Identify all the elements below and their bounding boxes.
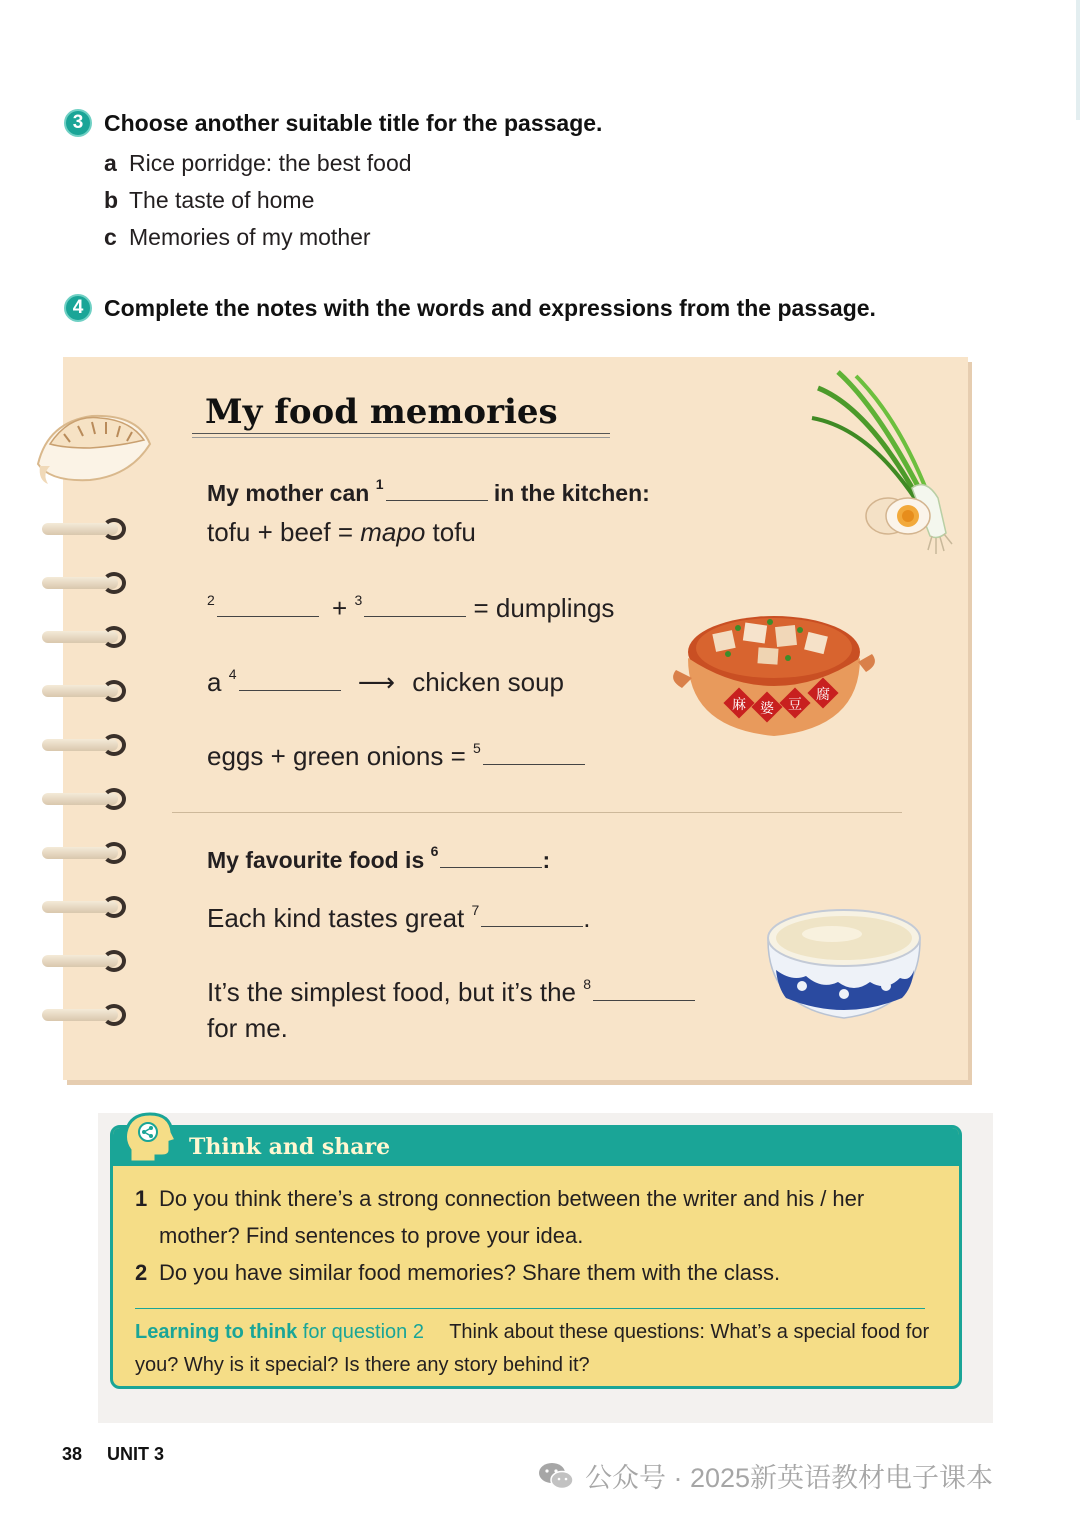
title-underline: [192, 437, 610, 438]
spiral-ring: [42, 894, 126, 920]
spiral-ring: [42, 948, 126, 974]
bowl-char-1: 麻: [732, 697, 746, 713]
option-b[interactable]: b The taste of home: [104, 187, 315, 213]
unit-label: UNIT 3: [107, 1444, 165, 1464]
spiral-ring: [42, 624, 126, 650]
blank-3[interactable]: [364, 595, 466, 617]
page-number: 38: [62, 1444, 83, 1464]
question-1-cont: mother? Find sentences to prove your idea.: [159, 1223, 584, 1248]
arrow-icon: ⟶: [357, 667, 396, 697]
blank-1[interactable]: [386, 479, 488, 501]
note-line-4: a $^4$ ⟶ chicken soup: [207, 666, 565, 697]
note-line-6: My favourite food is $^6$ :: [207, 843, 551, 873]
dumpling-illustration: [30, 404, 155, 489]
learning-to-think-note: Learning to think for question 2 Think about these questions: What’s a special food for you? Why is it special? Is there any story behind it?: [135, 1321, 930, 1376]
note-line-2: tofu + beef = mapo tofu: [207, 517, 476, 547]
option-a[interactable]: a Rice porridge: the best food: [104, 150, 412, 176]
blank-4[interactable]: [239, 669, 341, 691]
wechat-icon: [537, 1461, 575, 1491]
exercise-4-instruction: Complete the notes with the words and expressions from the passage.: [104, 294, 876, 321]
question-1: 1 Do you think there’s a strong connection between the writer and his / her: [135, 1186, 865, 1211]
rice-porridge-bowl-illustration: [762, 890, 927, 1025]
note-line-1: My mother can $^1$ in the kitchen:: [207, 476, 650, 506]
bowl-char-3: 豆: [788, 697, 802, 713]
spiral-ring: [42, 786, 126, 812]
notebook-divider: [172, 812, 902, 813]
think-head-icon: [122, 1110, 182, 1166]
question-2: 2 Do you have similar food memories? Share them with the class.: [135, 1260, 781, 1285]
exercise-3-header: [64, 109, 602, 137]
mapo-tofu-bowl-illustration: [668, 608, 880, 758]
option-c[interactable]: c Memories of my mother: [104, 224, 371, 250]
watermark: 公众号 · 2025新英语教材电子课本: [537, 1456, 993, 1495]
spiral-ring: [42, 732, 126, 758]
green-onion-egg-illustration: [808, 368, 963, 563]
exercise-3-options: [104, 145, 412, 256]
blank-5[interactable]: [483, 743, 585, 765]
blank-7[interactable]: [481, 905, 583, 927]
blank-6[interactable]: [440, 846, 542, 868]
note-line-7: Each kind tastes great $^7$ .: [207, 902, 591, 933]
note-line-3: $^2$ + $^3$ = dumplings: [207, 592, 615, 623]
spiral-ring: [42, 678, 126, 704]
notebook-title: My food memories: [205, 392, 558, 432]
bowl-char-4: 腐: [816, 687, 830, 703]
note-line-5: eggs + green onions = $^5$: [207, 740, 585, 772]
note-line-9: for me.: [207, 1013, 288, 1043]
spiral-ring: [42, 840, 126, 866]
exercise-3-instruction: Choose another suitable title for the passage.: [104, 109, 603, 136]
think-and-share-box: [110, 1125, 962, 1389]
blank-2[interactable]: [217, 595, 319, 617]
spiral-ring: [42, 570, 126, 596]
note-line-8: It’s the simplest food, but it’s the $^8$: [207, 976, 695, 1008]
exercise-number-badge: 3: [64, 109, 92, 137]
think-share-divider: [135, 1308, 925, 1309]
bowl-char-2: 婆: [760, 701, 774, 717]
exercise-number-badge: 4: [64, 294, 92, 322]
title-underline: [192, 433, 610, 434]
blank-8[interactable]: [593, 979, 695, 1001]
spiral-ring: [42, 516, 126, 542]
think-share-title: Think and share: [189, 1134, 391, 1160]
exercise-4-header: [64, 294, 876, 322]
page-edge-mark: [1076, 0, 1080, 120]
spiral-ring: [42, 1002, 126, 1028]
